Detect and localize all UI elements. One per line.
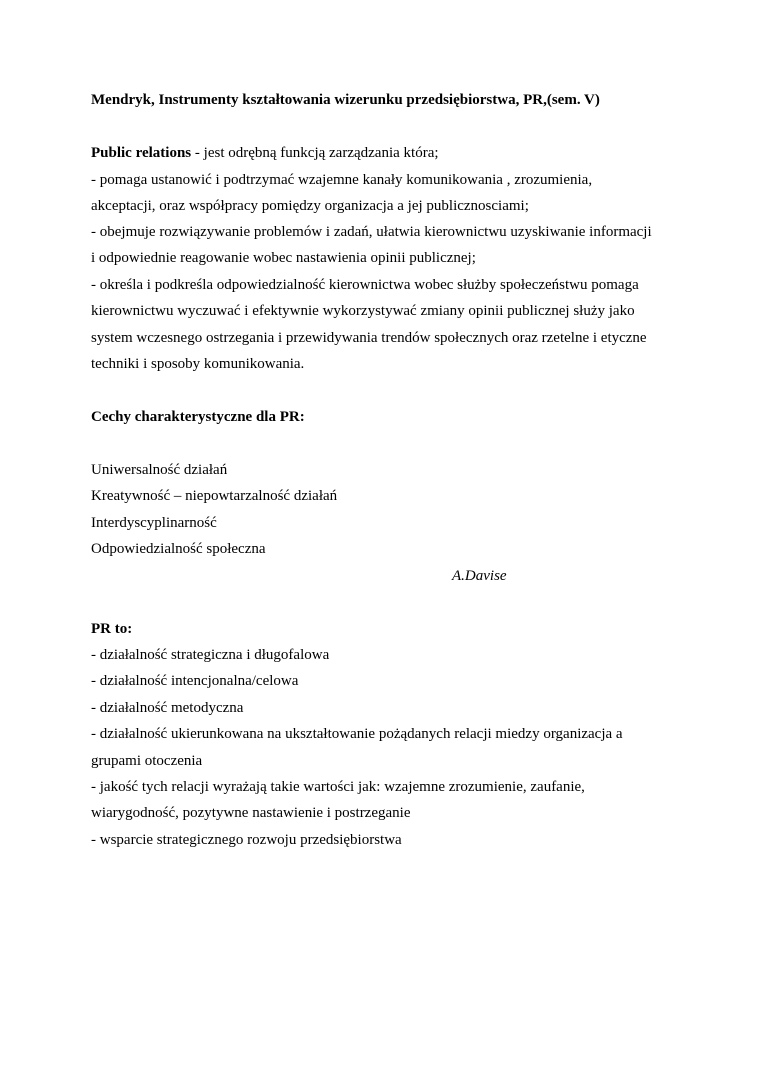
definition-line: - określa i podkreśla odpowiedzialność kierownictwa wobec służby społeczeństwu pomaga <box>91 277 639 293</box>
definition-line: kierownictwu wyczuwać i efektywnie wykorzystywać zmiany opinii publicznej służy jako <box>91 303 635 319</box>
pr-to-line: - wsparcie strategicznego rozwoju przedsiębiorstwa <box>91 832 402 848</box>
pr-to-line: - działalność strategiczna i długofalowa <box>91 647 330 663</box>
pr-to-line: - działalność metodyczna <box>91 700 244 716</box>
feature-item: Uniwersalność działań <box>91 462 228 478</box>
document-title: Mendryk, Instrumenty kształtowania wizerunku przedsiębiorstwa, PR,(sem. V) <box>91 92 600 108</box>
pr-to-line: grupami otoczenia <box>91 753 203 769</box>
definition-line: system wczesnego ostrzegania i przewidywania trendów społecznych oraz rzetelne i etyczne <box>91 330 647 346</box>
feature-item: Kreatywność – niepowtarzalność działań <box>91 488 338 504</box>
definition-line: - pomaga ustanowić i podtrzymać wzajemne kanały komunikowania , zrozumienia, <box>91 172 593 188</box>
attribution: A.Davise <box>452 568 507 584</box>
feature-item: Interdyscyplinarność <box>91 515 217 531</box>
definition-line: - obejmuje rozwiązywanie problemów i zadań, ułatwia kierownictwu uzyskiwanie informacji <box>91 224 652 240</box>
definition-intro <box>91 144 439 162</box>
features-heading: Cechy charakterystyczne dla PR: <box>91 409 305 425</box>
pr-to-heading: PR to: <box>91 621 133 637</box>
definition-line: techniki i sposoby komunikowania. <box>91 356 305 372</box>
definition-line: akceptacji, oraz współpracy pomiędzy organizacja a jej publicznosciami; <box>91 198 529 214</box>
pr-to-line: wiarygodność, pozytywne nastawienie i postrzeganie <box>91 805 411 821</box>
definition-line: i odpowiednie reagowanie wobec nastawienia opinii publicznej; <box>91 250 476 266</box>
pr-to-line: - jakość tych relacji wyrażają takie wartości jak: wzajemne zrozumienie, zaufanie, <box>91 779 585 795</box>
definition-intro-text: - jest odrębną funkcją zarządzania która; <box>191 145 439 161</box>
definition-term: Public relations <box>91 145 192 161</box>
feature-item: Odpowiedzialność społeczna <box>91 541 266 557</box>
pr-to-line: - działalność ukierunkowana na ukształtowanie pożądanych relacji miedzy organizacja a <box>91 726 623 742</box>
pr-to-line: - działalność intencjonalna/celowa <box>91 673 299 689</box>
